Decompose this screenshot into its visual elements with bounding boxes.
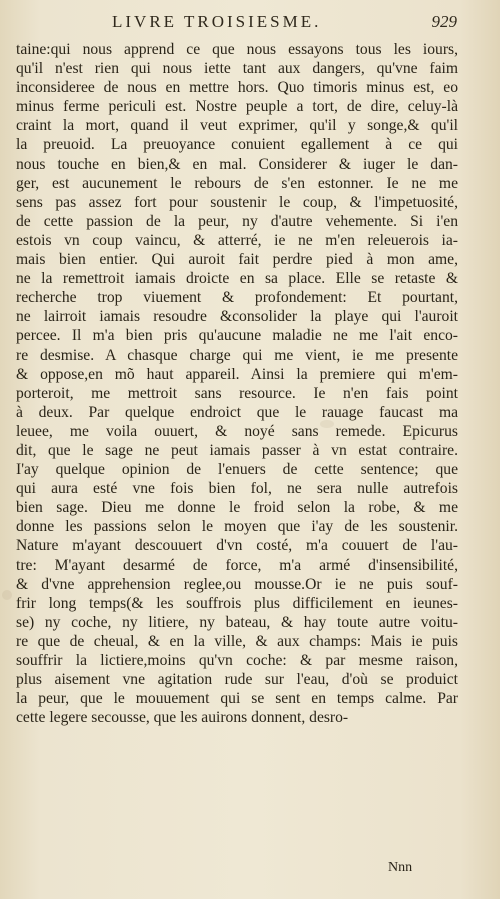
text-line: donne les passions selon le moyen que i'ay de les soustenir. xyxy=(16,518,458,536)
text-line: estois vn coup vaincu, & atterré, ie ne m'en releuerois ia- xyxy=(16,231,458,249)
text-line: Nature m'ayant descouuert d'vn costé, m'a couuert de l'au- xyxy=(16,537,458,555)
text-line: frir long temps(& les souffrois plus difficilement en ieunes- xyxy=(16,594,458,612)
text-line: craint la mort, quand il veut exprimer, qu'il y songe,& qu'il xyxy=(16,117,458,135)
text-line: & oppose,en mõ haut appareil. Ainsi la premiere qui m'em- xyxy=(16,365,458,383)
text-line: tre: M'ayant desarmé de force, m'a armé d'insensibilité, xyxy=(16,556,458,574)
body-text xyxy=(16,40,458,727)
text-line: porteroit, me mettroit sans resource. Ie n'en fais point xyxy=(16,384,458,402)
text-line: taine:qui nous apprend ce que nous essayons tous les iours, xyxy=(16,41,458,58)
text-line: se) ny coche, ny litiere, ny bateau, & hay toute autre voitu- xyxy=(16,613,458,631)
text-line: re desmise. A chasque charge qui me vient, ie me presente xyxy=(16,346,458,364)
text-line: leuee, me voila ouuert, & noyé sans remede. Epicurus xyxy=(16,422,458,440)
text-line: plus aisement vne agitation rude sur l'eau, d'où se produict xyxy=(16,671,458,689)
text-line: ne lairroit iamais resoudre &consolider la playe qui l'auroit xyxy=(16,308,458,326)
text-line: qui aura esté vne fois bien fol, ne sera nulle autrefois xyxy=(16,480,458,498)
paper-stain xyxy=(2,590,12,600)
text-line: la preuoid. La preuoyance conuient egallement à ce qui xyxy=(16,136,458,154)
text-line: I'ay quelque opinion de l'enuers de cette sentence; que xyxy=(16,461,458,479)
text-line: recherche trop viuement & profondement: Et pourtant, xyxy=(16,289,458,307)
text-line: à deux. Par quelque endroict que le rauage faucast ma xyxy=(16,403,458,421)
text-line: re que de cheual, & en la ville, & aux champs: Mais ie puis xyxy=(16,632,458,650)
text-line: qu'il n'est rien qui nous iette tant aux dangers, qu'vne faim xyxy=(16,60,458,78)
running-title: LIVRE TROISIESME. xyxy=(112,12,322,31)
text-line: nous touche en bien,& en mal. Considerer & iuger le dan- xyxy=(16,155,458,173)
text-line: percee. Il m'a bien pris qu'aucune maladie ne me l'ait enco- xyxy=(16,327,458,345)
text-line: inconsideree de nous en mettre hors. Quo timoris minus est, eo xyxy=(16,79,458,97)
text-line: ne la remettroit iamais droicte en sa place. Elle se retaste & xyxy=(16,270,458,288)
text-line: cette legere secousse, que les auirons donnent, desro- xyxy=(16,709,349,727)
text-line: mais bien entier. Qui auroit fait perdre pied à mon ame, xyxy=(16,251,458,269)
catchword: Nnn xyxy=(388,860,413,875)
text-line: la peur, que le mouuement qui se sent en temps calme. Par xyxy=(16,690,458,708)
text-line: minus ferme periculi est. Nostre peuple a tort, de dire, celuy-là xyxy=(16,98,458,116)
text-line: souffrir la lictiere,moins qu'vn coche: & par mesme raison, xyxy=(16,652,458,669)
text-line: dit, que le sage ne peut iamais passer à vn estat contraire. xyxy=(16,441,458,459)
text-line: ger, est aucunement le rebours de s'en estonner. Ie ne me xyxy=(16,174,458,192)
text-line: de cette passion de la peur, ny d'autre vehemente. Si i'en xyxy=(16,212,458,230)
page-number: 929 xyxy=(431,12,457,31)
page-header xyxy=(112,12,457,34)
text-line: & d'vne apprehension reglee,ou mousse.Or ie ne puis souf- xyxy=(16,575,458,593)
text-line: sens pas assez fort pour soustenir le coup, & l'impetuosité, xyxy=(16,193,458,211)
text-line: bien sage. Dieu me donne le froid selon la robe, & me xyxy=(16,499,458,517)
